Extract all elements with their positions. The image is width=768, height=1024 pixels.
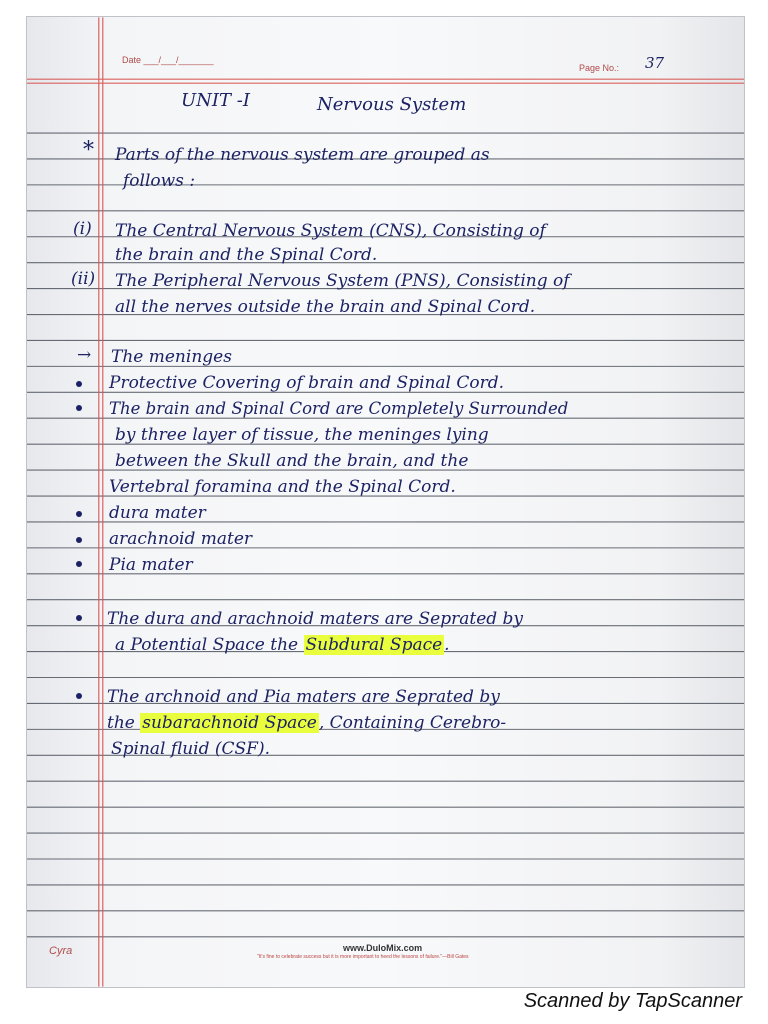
bullet-dot xyxy=(76,693,82,699)
bullet-dot xyxy=(76,537,82,543)
meninges-bullet-1: Protective Covering of brain and Spinal Cord. xyxy=(109,373,505,393)
intro-line-2: follows : xyxy=(123,171,196,191)
list-marker-2: (ii) xyxy=(71,269,96,289)
bullet-dot xyxy=(76,511,82,517)
date-label: Date ___/___/_______ xyxy=(122,55,214,65)
notebook-page xyxy=(26,16,745,988)
list-item-2-line-2: all the nerves outside the brain and Spinal Cord. xyxy=(115,297,536,317)
highlighted-term-subdural: Subdural Space xyxy=(305,635,443,655)
scanner-watermark: Scanned by TapScanner xyxy=(523,990,742,1012)
para2-line-2-end: , Containing Cerebro- xyxy=(318,713,507,733)
page-number-label: Page No.: xyxy=(579,63,620,73)
para2-line-3: Spinal fluid (CSF). xyxy=(111,739,271,759)
meninges-bullet-5: Pia mater xyxy=(109,555,193,575)
para2-line-2-text: the xyxy=(107,713,141,733)
bullet-dot xyxy=(76,615,82,621)
para2-line-1: The archnoid and Pia maters are Seprated by xyxy=(107,687,500,707)
list-item-1-line-1: The Central Nervous System (CNS), Consisting of xyxy=(115,221,546,241)
highlighted-term-subarachnoid: subarachnoid Space xyxy=(142,713,317,733)
bullet-dot xyxy=(76,561,82,567)
subject-title: Nervous System xyxy=(317,94,467,115)
star-marker: * xyxy=(83,138,94,163)
list-marker-1: (i) xyxy=(73,219,92,239)
list-item-2-line-1: The Peripheral Nervous System (PNS), Consisting of xyxy=(115,271,570,291)
footer-quote: "It's fine to celebrate success but it is more important to heed the lessons of failure."—Bill Gates xyxy=(257,954,469,960)
bullet-dot xyxy=(76,381,82,387)
intro-line-1: Parts of the nervous system are grouped as xyxy=(115,145,490,165)
meninges-bullet-2-line-1: The brain and Spinal Cord are Completely Surrounded xyxy=(109,399,569,418)
para1-line-2 xyxy=(115,635,450,655)
para1-line-2-text: a Potential Space the xyxy=(115,635,304,655)
meninges-bullet-2-line-3: between the Skull and the brain, and the xyxy=(115,451,469,471)
meninges-bullet-3: dura mater xyxy=(109,503,206,523)
meninges-bullet-4: arachnoid mater xyxy=(109,529,253,549)
footer-initials: Cyra xyxy=(49,945,73,957)
para2-line-2 xyxy=(107,713,506,733)
footer-brand: www.DuloMix.com xyxy=(343,943,423,953)
unit-title: UNIT -I xyxy=(181,90,250,111)
meninges-heading: The meninges xyxy=(111,347,232,367)
list-item-1-line-2: the brain and the Spinal Cord. xyxy=(115,245,378,265)
arrow-marker: → xyxy=(77,345,92,365)
meninges-bullet-2-line-4: Vertebral foramina and the Spinal Cord. xyxy=(109,477,456,497)
page-number: 37 xyxy=(645,54,665,72)
meninges-bullet-2-line-2: by three layer of tissue, the meninges lying xyxy=(115,425,489,445)
bullet-dot xyxy=(76,405,82,411)
para1-line-2-end: . xyxy=(444,635,450,655)
para1-line-1: The dura and arachnoid maters are Seprated by xyxy=(107,609,524,629)
